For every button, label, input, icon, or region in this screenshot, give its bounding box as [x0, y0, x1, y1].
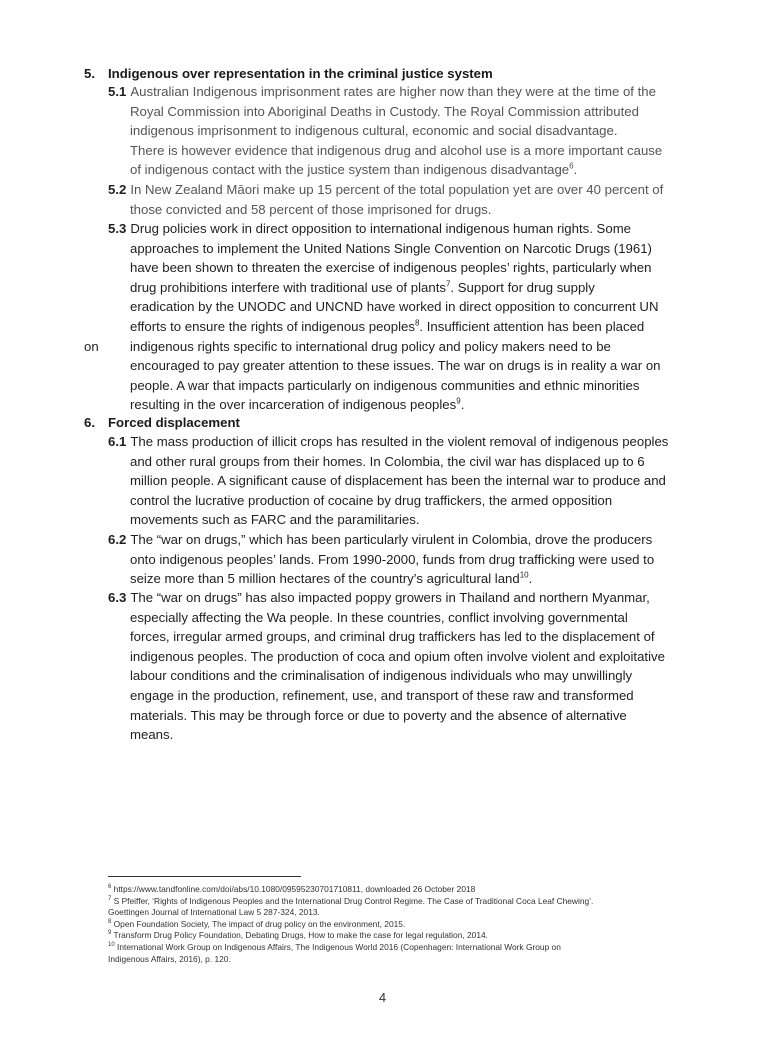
paragraph-line: The mass production of illicit crops has resulted in the violent removal of indigenous peoples	[130, 434, 669, 449]
paragraph-line: drug prohibitions interfere with traditional use of plants	[130, 279, 446, 295]
footnote-separator	[108, 876, 301, 877]
footnote-ref: 8	[414, 318, 420, 328]
section-heading-5	[84, 64, 493, 84]
paragraph-line: people. A war that impacts particularly on indigenous communities and ethnic minorities	[130, 377, 640, 393]
paragraph-line: movements such as FARC and the paramilitaries.	[130, 512, 420, 528]
paragraph-line: labour conditions and the criminalisation of indigenous individuals who may unwillingly	[130, 668, 633, 684]
paragraph-5-2	[108, 180, 698, 219]
paragraph-number: 6.1	[108, 434, 127, 449]
footnote-10: $^{10}$ International Work Group on Indigenous Affairs, The Indigenous World 2016 (Copenhagen: International Work Group on	[108, 941, 561, 952]
footnote-10-continued: Indigenous Affairs, 2016), p. 120.	[108, 953, 231, 964]
paragraph-line: resulting in the over incarceration of indigenous peoples	[130, 397, 457, 413]
paragraph-number: 5.2	[108, 182, 127, 197]
section-number: 5.	[84, 66, 95, 81]
paragraph-line: those convicted and 58 percent of those imprisoned for drugs.	[130, 201, 492, 217]
paragraph-line: Royal Commission into Aboriginal Deaths in Custody. The Royal Commission attributed	[130, 103, 639, 119]
paragraph-line: The “war on drugs” has also impacted poppy growers in Thailand and northern Myanmar,	[130, 590, 650, 605]
footnote-7: $^7$ S Pfeiffer, ‘Rights of Indigenous Peoples and the International Drug Control Regime. The Case of Traditional Coca Leaf Chewing’.	[108, 895, 594, 906]
footnote-7-continued: Goettingen Journal of International Law 5 287-324, 2013.	[108, 907, 320, 918]
paragraph-line: There is however evidence that indigenous drug and alcohol use is a more important cause	[130, 142, 663, 158]
paragraph-line: Australian Indigenous imprisonment rates are higher now than they were at the time of the	[130, 84, 656, 99]
footnotes	[108, 884, 708, 965]
paragraph-number: 6.2	[108, 532, 127, 547]
paragraph-line: forces, irregular armed groups, and criminal drug traffickers has led to the displacement of	[130, 629, 655, 645]
footnote-9: $^9$ Transform Drug Policy Foundation, Debating Drugs, How to make the case for legal regulation, 2014.	[108, 930, 488, 941]
margin-word-on: on	[84, 338, 99, 354]
paragraph-line: especially affecting the Wa people. In these countries, conflict involving governmental	[130, 609, 628, 625]
footnote-ref: 10	[519, 570, 529, 580]
paragraph-line: Drug policies work in direct opposition to international indigenous human rights. Some	[130, 221, 632, 236]
paragraph-line: control the lucrative production of cocaine by drug traffickers, the armed opposition	[130, 492, 613, 508]
paragraph-line: indigenous peoples. The production of coca and opium often involve violent and exploitative	[130, 648, 665, 664]
paragraph-6-1	[108, 432, 698, 530]
paragraph-6-2: 6.2 The “war on drugs,” which has been particularly virulent in Colombia, drove the producers onto indigenous peoples’ lands. From 1990-2000, funds from drug trafficking were used to seize more than 5 million hectares of the country’s agricultural land$^{10}$.	[108, 530, 698, 589]
paragraph-line: and other rural groups from their homes. In Colombia, the civil war has displaced up to 6	[130, 453, 645, 469]
paragraph-line: In New Zealand Māori make up 15 percent of the total population yet are over 40 percent of	[130, 182, 664, 197]
paragraph-5-3: 5.3 Drug policies work in direct opposition to international indigenous human rights. Some approaches to implement the United Nations Single Convention on Narcotic Drugs (1961) have been shown to threaten the exercise of indigenous peoples’ rights, particularly when drug prohibitions interfere with traditional use of plants$^7$. Support for drug supply eradication by the UNODC and UNCND have worked in direct opposition to concurrent UN efforts to ensure the rights of indigenous peoples$^8$. Insufficient attention has been placed indigenous rights specific to international drug policy and policy makers need to be encouraged to pay greater attention to these issues. The war on drugs is in reality a war on people. A war that impacts particularly on indigenous communities and ethnic minorities resulting in the over incarceration of indigenous peoples$^9$.	[108, 219, 698, 415]
paragraph-number: 5.3	[108, 221, 127, 236]
paragraph-line: have been shown to threaten the exercise of indigenous peoples’ rights, particularly when	[130, 260, 652, 276]
paragraph-line: indigenous rights specific to international drug policy and policy makers need to be	[130, 338, 611, 354]
paragraph-line: efforts to ensure the rights of indigenous peoples	[130, 318, 415, 334]
paragraph-line: eradication by the UNODC and UNCND have worked in direct opposition to concurrent UN	[130, 299, 659, 315]
section-title: Forced displacement	[108, 415, 240, 430]
paragraph-line: of indigenous contact with the justice system than indigenous disadvantage	[130, 162, 570, 178]
page-number: 4	[378, 990, 387, 1005]
footnote-ref: 7	[445, 279, 451, 289]
paragraph-number: 6.3	[108, 590, 127, 605]
paragraph-line: million people. A significant cause of displacement has been the internal war to produce and	[130, 473, 666, 489]
footnote-ref: 6	[569, 161, 574, 171]
paragraph-line: approaches to implement the United Nations Single Convention on Narcotic Drugs (1961)	[130, 240, 652, 256]
footnote-6: $^6$ https://www.tandfonline.com/doi/abs/10.1080/09595230701710811, downloaded 26 October 2018	[108, 884, 476, 894]
footnote-ref: 9	[456, 396, 461, 406]
paragraph-line: encouraged to pay greater attention to these issues. The war on drugs is in reality a war on	[130, 358, 661, 374]
section-title: Indigenous over representation in the criminal justice system	[108, 66, 493, 81]
paragraph-5-1: 5.1 Australian Indigenous imprisonment rates are higher now than they were at the time of the Royal Commission into Aboriginal Deaths in Custody. The Royal Commission attributed indigenous imprisonment to indigenous cultural, economic and social disadvantage. There is however evidence that indigenous drug and alcohol use is a more important cause of indigenous contact with the justice system than indigenous disadvantage$^6$.	[108, 82, 698, 180]
section-heading-6	[84, 413, 240, 433]
paragraph-line: engage in the production, refinement, use, and transport of these raw and transformed	[130, 687, 634, 703]
footnote-8: $^8$ Open Foundation Society, The impact of drug policy on the environment, 2015.	[108, 918, 406, 929]
paragraph-line: onto indigenous peoples’ lands. From 1990-2000, funds from drug trafficking were used to	[130, 551, 655, 567]
section-number: 6.	[84, 415, 95, 430]
paragraph-number: 5.1	[108, 84, 127, 99]
paragraph-line: seize more than 5 million hectares of the country’s agricultural land	[130, 571, 520, 587]
paragraph-line: The “war on drugs,” which has been particularly virulent in Colombia, drove the producers	[130, 532, 653, 547]
paragraph-line: materials. This may be through force or due to poverty and the absence of alternative	[130, 707, 627, 723]
paragraph-6-3	[108, 588, 698, 745]
paragraph-line: indigenous imprisonment to indigenous cultural, economic and social disadvantage.	[130, 123, 618, 139]
paragraph-line: means.	[130, 727, 174, 743]
